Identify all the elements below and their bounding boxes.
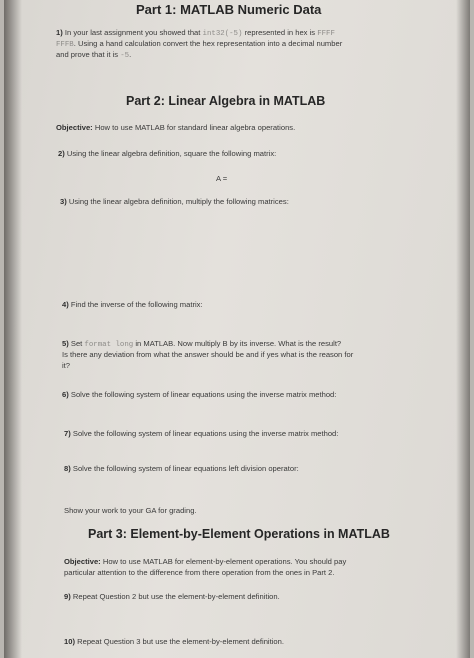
question-6-number: 6): [62, 390, 69, 399]
question-1-text-a: In your last assignment you showed that: [64, 28, 201, 37]
question-1-text-c: . Using a hand calculation convert the hex representation into a decimal number: [73, 39, 343, 48]
matrix-a-label: A =: [216, 174, 228, 183]
question-5-number: 5): [62, 339, 69, 348]
question-1-line-3: [56, 50, 131, 60]
question-7-number: 7): [64, 429, 71, 438]
question-1-text-e: .: [129, 50, 132, 59]
question-5-text-b: in MATLAB. Now multiply B by its inverse. What is the result?: [135, 339, 342, 348]
question-1-text-b: represented in hex is: [244, 28, 316, 37]
part2-objective: [56, 123, 295, 132]
question-2: [58, 149, 276, 158]
question-1-number: 1): [56, 28, 63, 37]
question-6-text: Solve the following system of linear equations using the inverse matrix method:: [70, 390, 337, 399]
question-8-number: 8): [64, 464, 71, 473]
question-2-number: 2): [58, 149, 65, 158]
question-3: [60, 197, 289, 206]
question-5-text-a: Set: [70, 339, 83, 348]
question-9-text: Repeat Question 2 but use the element-by-element definition.: [72, 592, 280, 601]
question-1-line-2: [56, 39, 342, 49]
question-7-text: Solve the following system of linear equations using the inverse matrix method:: [72, 429, 339, 438]
part2-title: Part 2: Linear Algebra in MATLAB: [126, 94, 326, 108]
question-5-line-1: [62, 339, 341, 349]
question-1-code-minus5: -5: [120, 52, 130, 60]
question-8: [64, 464, 299, 473]
question-4: [62, 300, 203, 309]
question-2-text: Using the linear algebra definition, square the following matrix:: [66, 149, 277, 158]
part3-objective-line-2: particular attention to the difference from there operation from the ones in Part 2.: [64, 568, 335, 577]
question-4-text: Find the inverse of the following matrix:: [70, 300, 203, 309]
question-10: [64, 637, 284, 646]
question-7: [64, 429, 338, 438]
part2-objective-label: Objective:: [56, 123, 93, 132]
part2-footer-note: Show your work to your GA for grading.: [64, 506, 197, 515]
question-1-hex-2: FFFB: [56, 41, 74, 49]
part3-title: Part 3: Element-by-Element Operations in MATLAB: [88, 527, 390, 541]
question-4-number: 4): [62, 300, 69, 309]
question-1-text-d: and prove that it is: [56, 50, 119, 59]
question-6: [62, 390, 336, 399]
part3-objective-label: Objective:: [64, 557, 101, 566]
question-1-hex-1: FFFF: [317, 30, 335, 38]
question-3-number: 3): [60, 197, 67, 206]
question-5-line-3: it?: [62, 361, 71, 370]
question-10-text: Repeat Question 3 but use the element-by-element definition.: [77, 637, 284, 646]
question-10-number: 10): [64, 637, 75, 646]
question-3-text: Using the linear algebra definition, multiply the following matrices:: [68, 197, 289, 206]
question-9-number: 9): [64, 592, 71, 601]
question-5-line-2: Is there any deviation from what the answer should be and if yes what is the reason for: [62, 350, 354, 359]
question-1-code-int32: int32(-5): [202, 30, 243, 38]
question-8-text: Solve the following system of linear equations left division operator:: [72, 464, 299, 473]
part3-objective-line-1: [64, 557, 346, 566]
question-9: [64, 592, 280, 601]
worksheet-page: [4, 0, 470, 658]
question-5-code-format-long: format long: [84, 341, 134, 349]
part3-objective-text-1: How to use MATLAB for element-by-element operations. You should pay: [102, 557, 347, 566]
page-shadow-left: [4, 0, 22, 658]
part1-title: Part 1: MATLAB Numeric Data: [136, 2, 322, 17]
part2-objective-text: How to use MATLAB for standard linear algebra operations.: [94, 123, 296, 132]
page-shadow-right: [456, 0, 470, 658]
question-1-line-1: [56, 28, 335, 38]
